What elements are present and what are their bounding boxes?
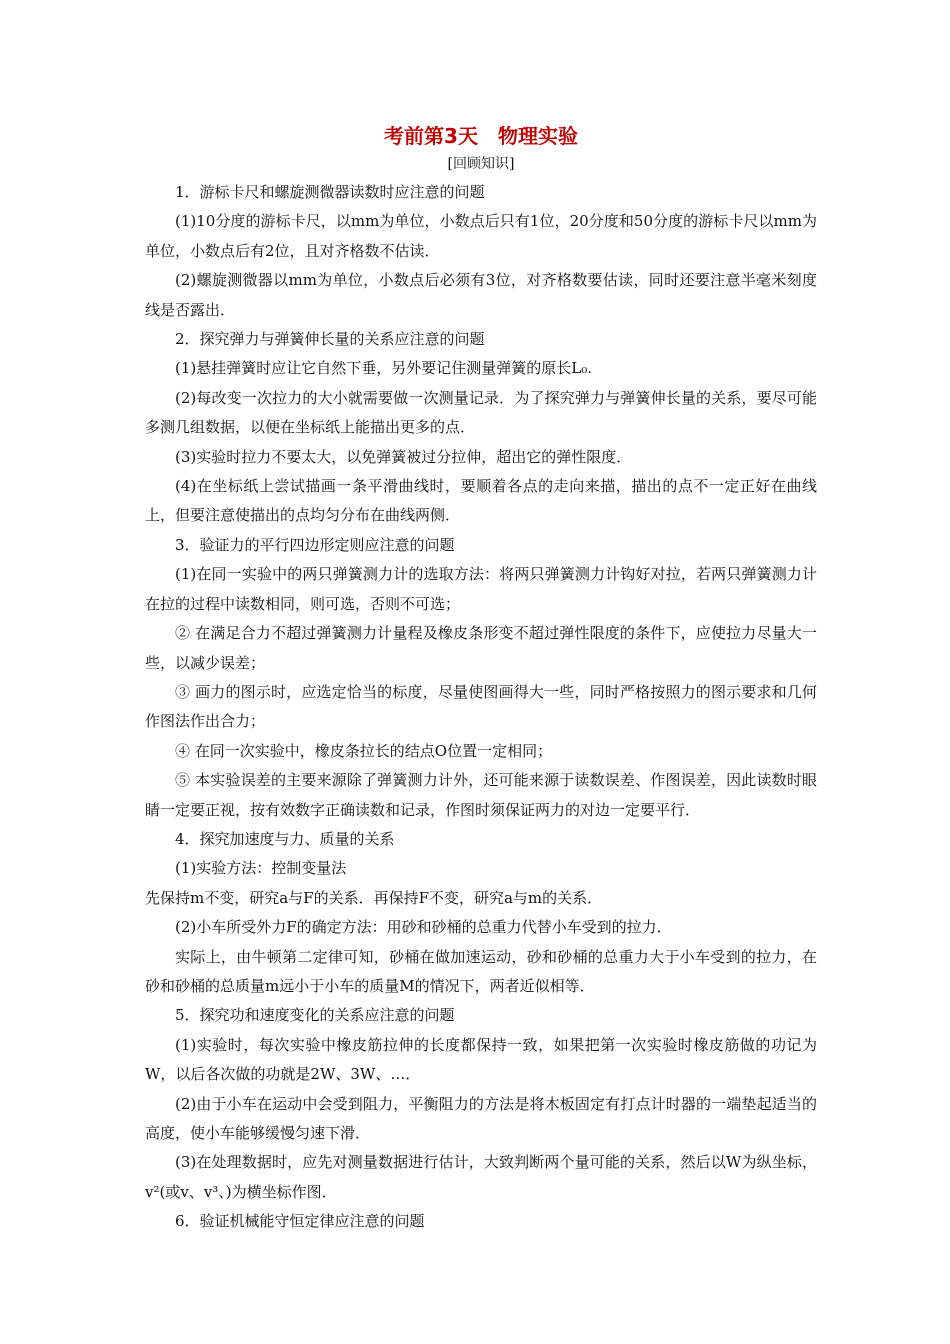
paragraph: ② 在满足合力不超过弹簧测力计量程及橡皮条形变不超过弹性限度的条件下，应使拉力尽量大一些，以减少误差；	[145, 624, 817, 672]
paragraph: 先保持m不变，研究a与F的关系．再保持F不变，研究a与m的关系．	[145, 888, 603, 907]
paragraph: (2)小车所受外力F的确定方法：用砂和砂桶的总重力代替小车受到的拉力．	[175, 918, 672, 937]
paragraph: (2)每改变一次拉力的大小就需要做一次测量记录．为了探究弹力与弹簧伸长量的关系，要尽可能多测几组数据，以便在坐标纸上能描出更多的点．	[145, 388, 817, 437]
paragraph: ③ 画力的图示时，应选定恰当的标度，尽量使图画得大一些，同时严格按照力的图示要求和几何作图法作出合力；	[145, 682, 817, 731]
heading-5: 5．探究功和速度变化的关系应注意的问题	[175, 1006, 455, 1025]
section-label: [回顾知识]	[447, 156, 515, 172]
heading-3: 3．验证力的平行四边形定则应注意的问题	[175, 535, 455, 554]
paragraph: (1)实验时，每次实验中橡皮筋拉伸的长度都保持一致，如果把第一次实验时橡皮筋做的功记为W，以后各次做的功就是2W、3W、…．	[145, 1035, 817, 1084]
paragraph: (3)在处理数据时，应先对测量数据进行估计，大致判断两个量可能的关系，然后以W为纵坐标，v²(或v、v³、)为横坐标作图．	[145, 1153, 817, 1201]
page-title: 考前第3天 物理实验	[384, 124, 578, 148]
paragraph: (1)实验方法：控制变量法	[175, 859, 347, 878]
document-page	[145, 122, 817, 1237]
paragraph: (2)由于小车在运动中会受到阻力，平衡阻力的方法是将木板固定有打点计时器的一端垫起适当的高度，使小车能够缓慢匀速下滑．	[145, 1094, 817, 1142]
paragraph: (4)在坐标纸上尝试描画一条平滑曲线时，要顺着各点的走向来描，描出的点不一定正好在曲线上，但要注意使描出的点均匀分布在曲线两侧．	[145, 477, 817, 525]
heading-1: 1．游标卡尺和螺旋测微器读数时应注意的问题	[175, 183, 485, 201]
paragraph: (1)10分度的游标卡尺，以mm为单位，小数点后只有1位，20分度和50分度的游标卡尺以mm为单位，小数点后有2位，且对齐格数不估读．	[145, 212, 817, 260]
paragraph: (2)螺旋测微器以mm为单位，小数点后必须有3位，对齐格数要估读，同时还要注意半毫米刻度线是否露出．	[145, 271, 817, 319]
heading-2: 2．探究弹力与弹簧伸长量的关系应注意的问题	[175, 330, 485, 349]
paragraph: 实际上，由牛顿第二定律可知，砂桶在做加速运动，砂和砂桶的总重力大于小车受到的拉力，在砂和砂桶的总质量m远小于小车的质量M的情况下，两者近似相等．	[145, 947, 817, 995]
heading-6: 6．验证机械能守恒定律应注意的问题	[175, 1212, 425, 1231]
paragraph: ④ 在同一次实验中，橡皮条拉长的结点O位置一定相同；	[175, 741, 553, 760]
paragraph: (1)在同一实验中的两只弹簧测力计的选取方法：将两只弹簧测力计钩好对拉，若两只弹簧测力计在拉的过程中读数相同，则可选，否则不可选；	[145, 565, 817, 613]
paragraph: (1)悬挂弹簧时应让它自然下垂，另外要记住测量弹簧的原长L₀.	[175, 359, 592, 378]
heading-4: 4．探究加速度与力、质量的关系	[175, 829, 395, 848]
paragraph: (3)实验时拉力不要太大，以免弹簧被过分拉伸，超出它的弹性限度．	[175, 447, 632, 466]
paragraph: ⑤ 本实验误差的主要来源除了弹簧测力计外，还可能来源于读数误差、作图误差，因此读数时眼睛一定要正视，按有效数字正确读数和记录，作图时须保证两力的对边一定要平行．	[145, 771, 817, 819]
